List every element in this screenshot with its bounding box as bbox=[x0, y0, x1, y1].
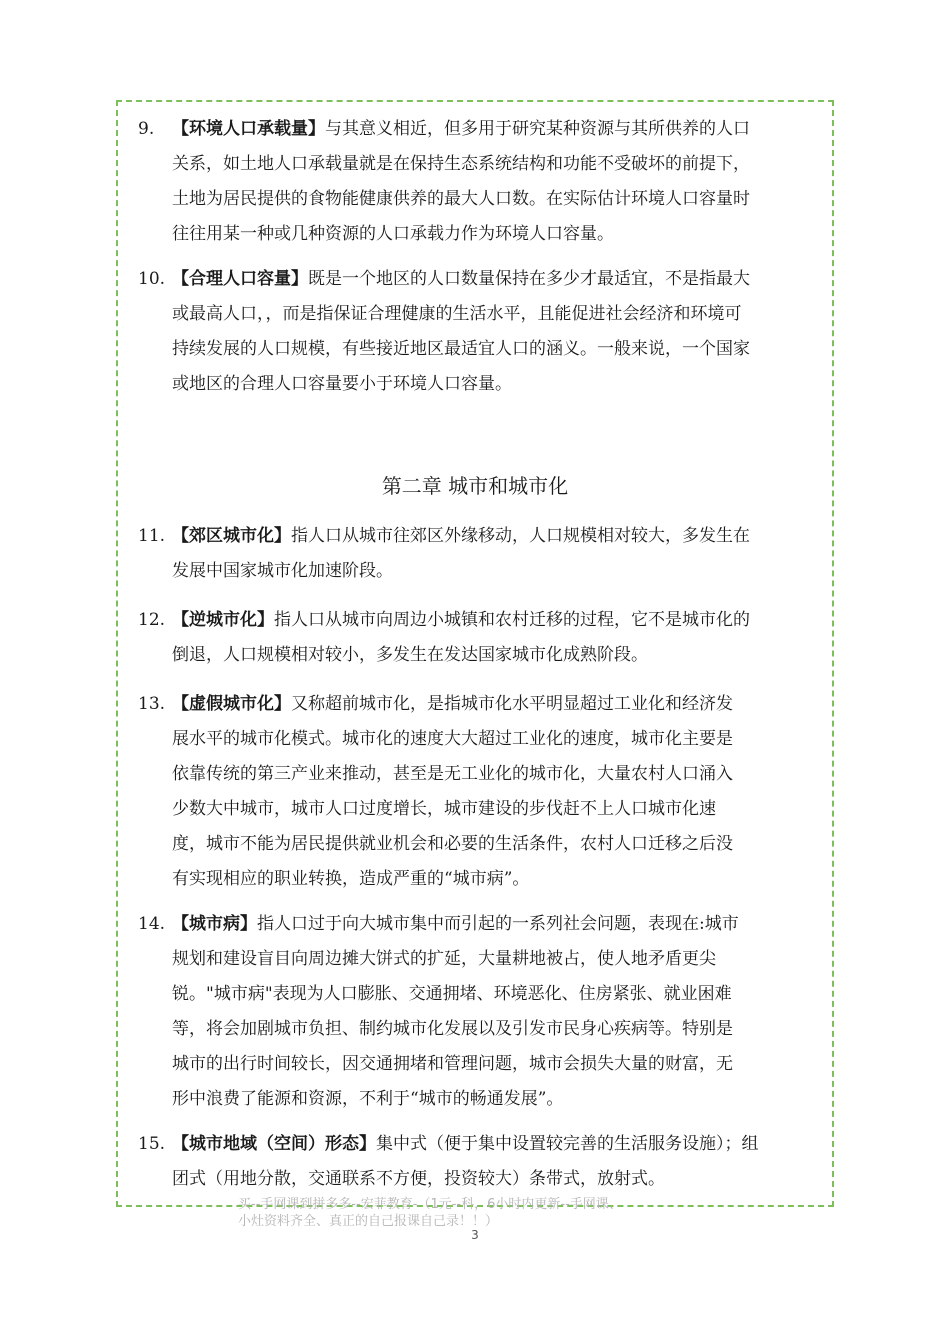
entry-line: 往往用某一种或几种资源的人口承载力作为环境人口容量。 bbox=[172, 224, 614, 244]
entry-11 bbox=[138, 519, 818, 589]
entry-number: 13. bbox=[138, 694, 166, 714]
entry-line: 锐。"城市病"表现为人口膨胀、交通拥堵、环境恶化、住房紧张、就业困难 bbox=[172, 984, 732, 1004]
chapter-title: 第二章 城市和城市化 bbox=[381, 474, 569, 498]
entry-number: 14. bbox=[138, 914, 166, 934]
entry-line: 或地区的合理人口容量要小于环境人口容量。 bbox=[172, 374, 512, 394]
entry-13 bbox=[138, 687, 818, 897]
entry-line: 既是一个地区的人口数量保持在多少才最适宜，不是指最大 bbox=[308, 269, 750, 289]
entry-line: 发展中国家城市化加速阶段。 bbox=[172, 561, 393, 581]
entry-9 bbox=[138, 112, 818, 252]
watermark-line: 小灶资料齐全、真正的自己报课自己录！！） bbox=[238, 1214, 499, 1229]
entry-15 bbox=[138, 1127, 818, 1197]
entry-line: 集中式（便于集中设置较完善的生活服务设施）；组 bbox=[376, 1134, 759, 1154]
entry-line: 指人口过于向大城市集中而引起的一系列社会问题，表现在:城市 bbox=[257, 914, 739, 934]
entry-term: 【城市病】 bbox=[172, 914, 257, 934]
entry-line: 形中浪费了能源和资源，不利于“城市的畅通发展”。 bbox=[172, 1089, 564, 1109]
entry-line: 展水平的城市化模式。城市化的速度大大超过工业化的速度，城市化主要是 bbox=[172, 729, 733, 749]
entry-term: 【郊区城市化】 bbox=[172, 526, 291, 546]
entry-line: 等，将会加剧城市负担、制约城市化发展以及引发市民身心疾病等。特别是 bbox=[172, 1019, 733, 1039]
entry-14 bbox=[138, 907, 818, 1117]
entry-line: 与其意义相近，但多用于研究某种资源与其所供养的人口 bbox=[325, 119, 750, 139]
entry-line: 倒退，人口规模相对较小，多发生在发达国家城市化成熟阶段。 bbox=[172, 645, 648, 665]
entry-line: 有实现相应的职业转换，造成严重的“城市病”。 bbox=[172, 869, 530, 889]
entry-10 bbox=[138, 262, 818, 402]
entry-line: 度，城市不能为居民提供就业机会和必要的生活条件，农村人口迁移之后没 bbox=[172, 834, 733, 854]
entry-number: 12. bbox=[138, 610, 166, 630]
entry-term: 【虚假城市化】 bbox=[172, 694, 291, 714]
entry-line: 团式（用地分散，交通联系不方便，投资较大）条带式，放射式。 bbox=[172, 1169, 665, 1189]
entry-line: 或最高人口，，而是指保证合理健康的生活水平，且能促进社会经济和环境可 bbox=[172, 304, 742, 324]
entry-line: 持续发展的人口规模，有些接近地区最适宜人口的涵义。一般来说，一个国家 bbox=[172, 339, 750, 359]
entry-12 bbox=[138, 603, 818, 673]
entry-term: 【环境人口承载量】 bbox=[172, 119, 325, 139]
entry-term: 【城市地域（空间）形态】 bbox=[172, 1134, 376, 1154]
entry-term: 【逆城市化】 bbox=[172, 610, 274, 630]
entry-line: 指人口从城市往郊区外缘移动，人口规模相对较大，多发生在 bbox=[291, 526, 750, 546]
entry-line: 规划和建设盲目向周边摊大饼式的扩延，大量耕地被占，使人地矛盾更尖 bbox=[172, 949, 716, 969]
entry-line: 关系，如土地人口承载量就是在保持生态系统结构和功能不受破坏的前提下， bbox=[172, 154, 750, 174]
entry-number: 9. bbox=[138, 119, 155, 139]
page-number: 3 bbox=[471, 1228, 479, 1242]
watermark bbox=[238, 1196, 728, 1230]
entry-term: 【合理人口容量】 bbox=[172, 269, 308, 289]
entry-line: 依靠传统的第三产业来推动，甚至是无工业化的城市化，大量农村人口涌入 bbox=[172, 764, 733, 784]
entry-line: 少数大中城市，城市人口过度增长，城市建设的步伐赶不上人口城市化速 bbox=[172, 799, 716, 819]
entry-line: 又称超前城市化，是指城市化水平明显超过工业化和经济发 bbox=[291, 694, 733, 714]
entry-number: 10. bbox=[138, 269, 166, 289]
entry-number: 11. bbox=[138, 526, 166, 546]
entry-line: 指人口从城市向周边小城镇和农村迁移的过程，它不是城市化的 bbox=[274, 610, 750, 630]
entry-number: 15. bbox=[138, 1134, 166, 1154]
watermark-line: 买--手网课到拼多多--宏菲教育-（1元--科，6小时内更新--手网课、 bbox=[238, 1197, 622, 1212]
entry-line: 城市的出行时间较长，因交通拥堵和管理问题，城市会损失大量的财富，无 bbox=[172, 1054, 733, 1074]
entry-line: 土地为居民提供的食物能健康供养的最大人口数。在实际估计环境人口容量时 bbox=[172, 189, 750, 209]
